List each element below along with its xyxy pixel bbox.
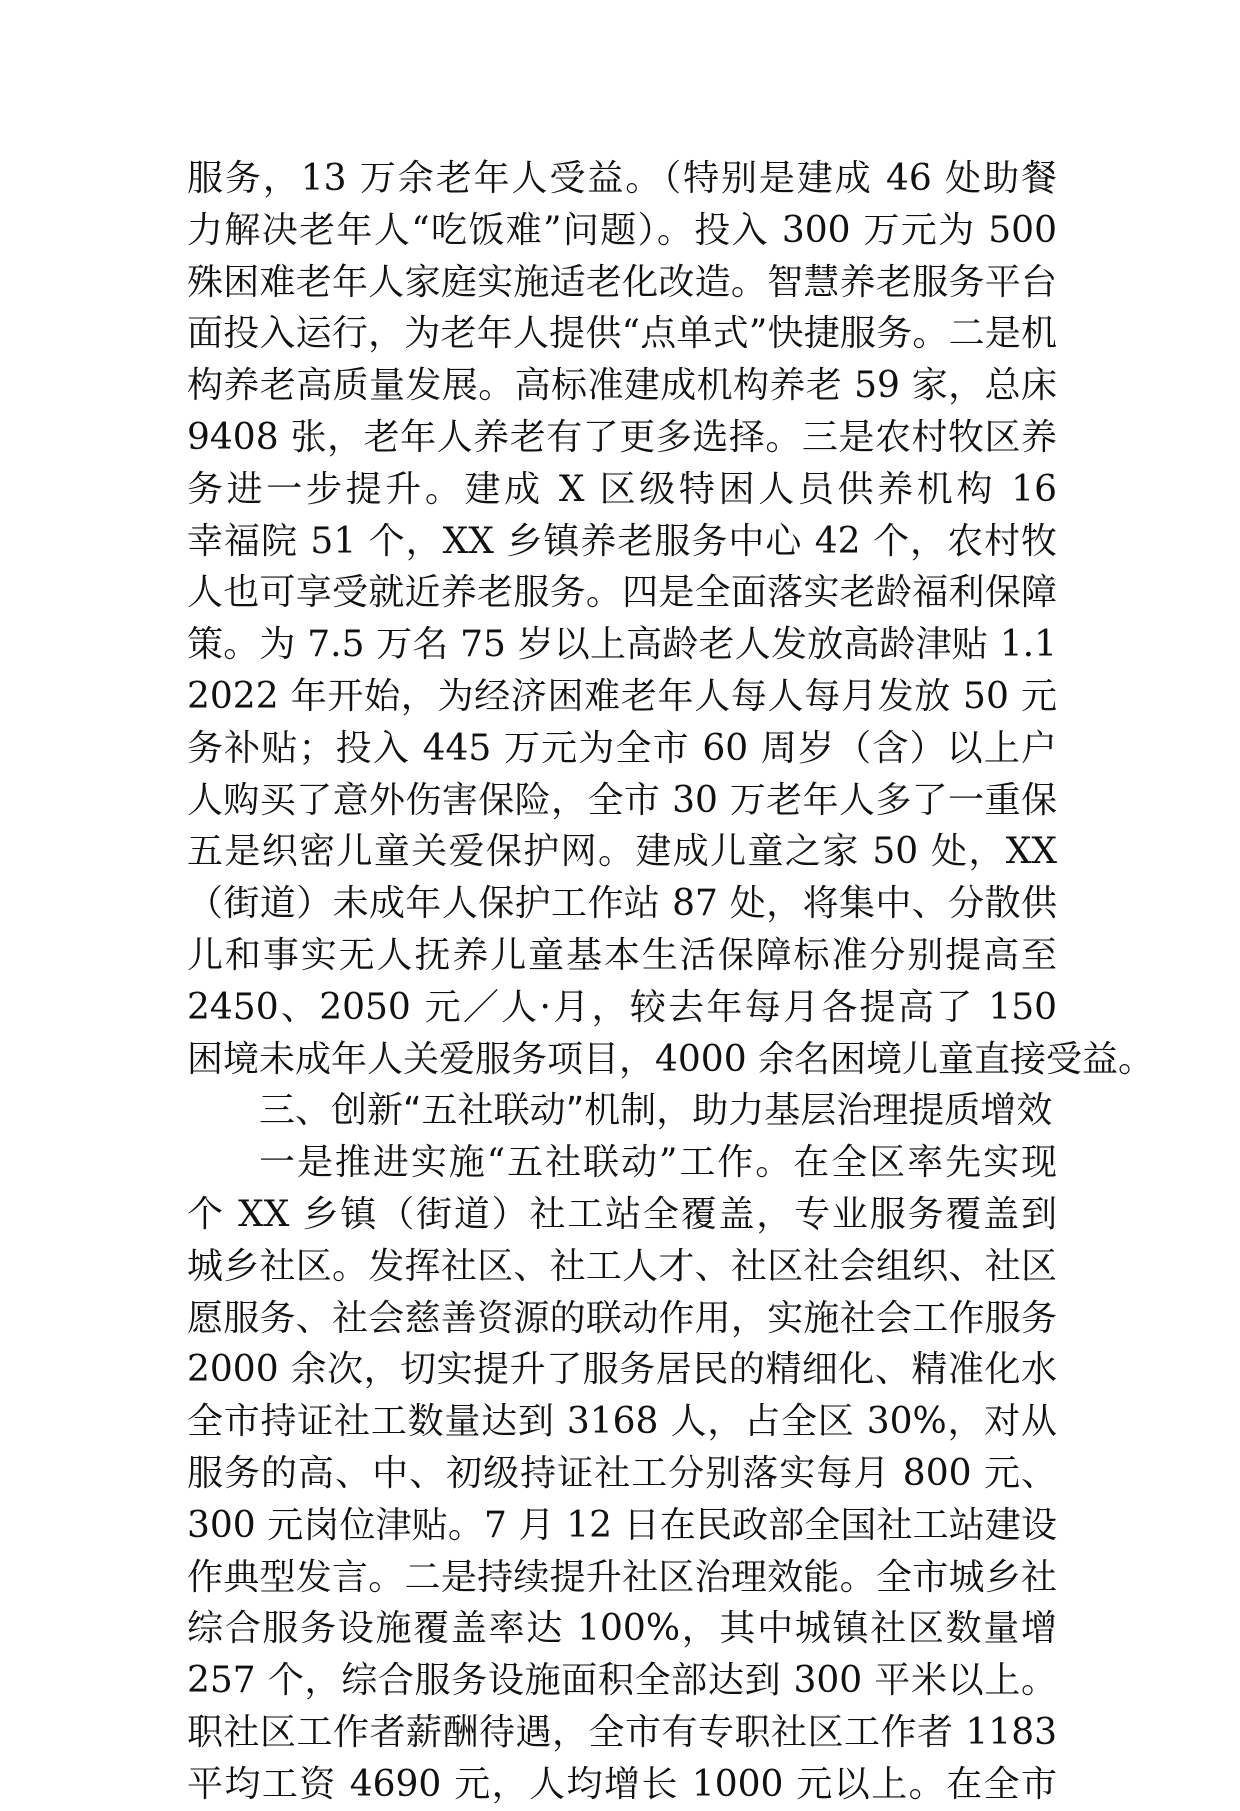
paragraph-line: 策。为 7.5 万名 75 岁以上高龄老人发放高龄津贴 1.1 — [187, 624, 1057, 666]
paragraph-line: 愿服务、社会慈善资源的联动作用，实施社会工作服务 — [187, 1297, 1057, 1339]
paragraph-line: 殊困难老年人家庭实施适老化改造。智慧养老服务平台 — [187, 261, 1057, 303]
paragraph-line: 职社区工作者薪酬待遇，全市有专职社区工作者 1183 — [187, 1711, 1057, 1753]
paragraph-line: 面投入运行，为老年人提供“点单式”快捷服务。二是机 — [187, 313, 1057, 355]
paragraph-line: 服务的高、中、初级持证社工分别落实每月 800 元、 — [187, 1452, 1057, 1494]
paragraph-line: 幸福院 51 个，XX 乡镇养老服务中心 42 个，农村牧 — [187, 520, 1057, 562]
paragraph-line: 城乡社区。发挥社区、社工人才、社区社会组织、社区 — [187, 1245, 1057, 1287]
paragraph-line: 2450、2050 元／人·月，较去年每月各提高了 150 — [187, 986, 1057, 1028]
paragraph-line: 9408 张，老年人养老有了更多选择。三是农村牧区养 — [187, 416, 1057, 458]
paragraph-line: 300 元岗位津贴。7 月 12 日在民政部全国社工站建设 — [187, 1504, 1057, 1546]
paragraph-line: 个 XX 乡镇（街道）社工站全覆盖，专业服务覆盖到 — [187, 1193, 1057, 1235]
paragraph-line: 服务，13 万余老年人受益。（特别是建成 46 处助餐 — [187, 158, 1057, 199]
paragraph-line: 人购买了意外伤害保险，全市 30 万老年人多了一重保 — [187, 779, 1057, 821]
section-heading: 三、创新“五社联动”机制，助力基层治理提质增效 — [259, 1090, 1053, 1132]
paragraph-line: 2000 余次，切实提升了服务居民的精细化、精准化水 — [187, 1349, 1057, 1391]
paragraph-line: 作典型发言。二是持续提升社区治理效能。全市城乡社 — [187, 1556, 1057, 1598]
paragraph-line: （街道）未成年人保护工作站 87 处，将集中、分散供 — [187, 883, 1057, 925]
document-body — [187, 153, 1155, 1811]
paragraph-line: 人也可享受就近养老服务。四是全面落实老龄福利保障 — [187, 572, 1057, 614]
paragraph-line: 务进一步提升。建成 X 区级特困人员供养机构 16 — [187, 468, 1057, 510]
paragraph-line: 平均工资 4690 元，人均增长 1000 元以上。在全市 — [187, 1763, 1057, 1805]
paragraph-line: 257 个，综合服务设施面积全部达到 300 平米以上。 — [187, 1660, 1057, 1702]
paragraph-line: 五是织密儿童关爱保护网。建成儿童之家 50 处，XX — [187, 831, 1057, 873]
paragraph-line: 儿和事实无人抚养儿童基本生活保障标准分别提高至 — [187, 934, 1057, 976]
paragraph-line: 2022 年开始，为经济困难老年人每人每月发放 50 元 — [187, 675, 1057, 717]
paragraph-line-last: 困境未成年人关爱服务项目，4000 余名困境儿童直接受益。 — [187, 1038, 1155, 1080]
paragraph-line: 全市持证社工数量达到 3168 人，占全区 30%，对从 — [187, 1401, 1057, 1443]
paragraph-line: 构养老高质量发展。高标准建成机构养老 59 家，总床 — [187, 365, 1057, 407]
paragraph-line: 力解决老年人“吃饭难”问题）。投入 300 万元为 500 — [187, 209, 1057, 251]
paragraph-line: 综合服务设施覆盖率达 100%，其中城镇社区数量增 — [187, 1608, 1057, 1650]
paragraph-line-first: 一是推进实施“五社联动”工作。在全区率先实现 — [259, 1142, 1057, 1184]
paragraph-line: 务补贴；投入 445 万元为全市 60 周岁（含）以上户 — [187, 727, 1057, 769]
